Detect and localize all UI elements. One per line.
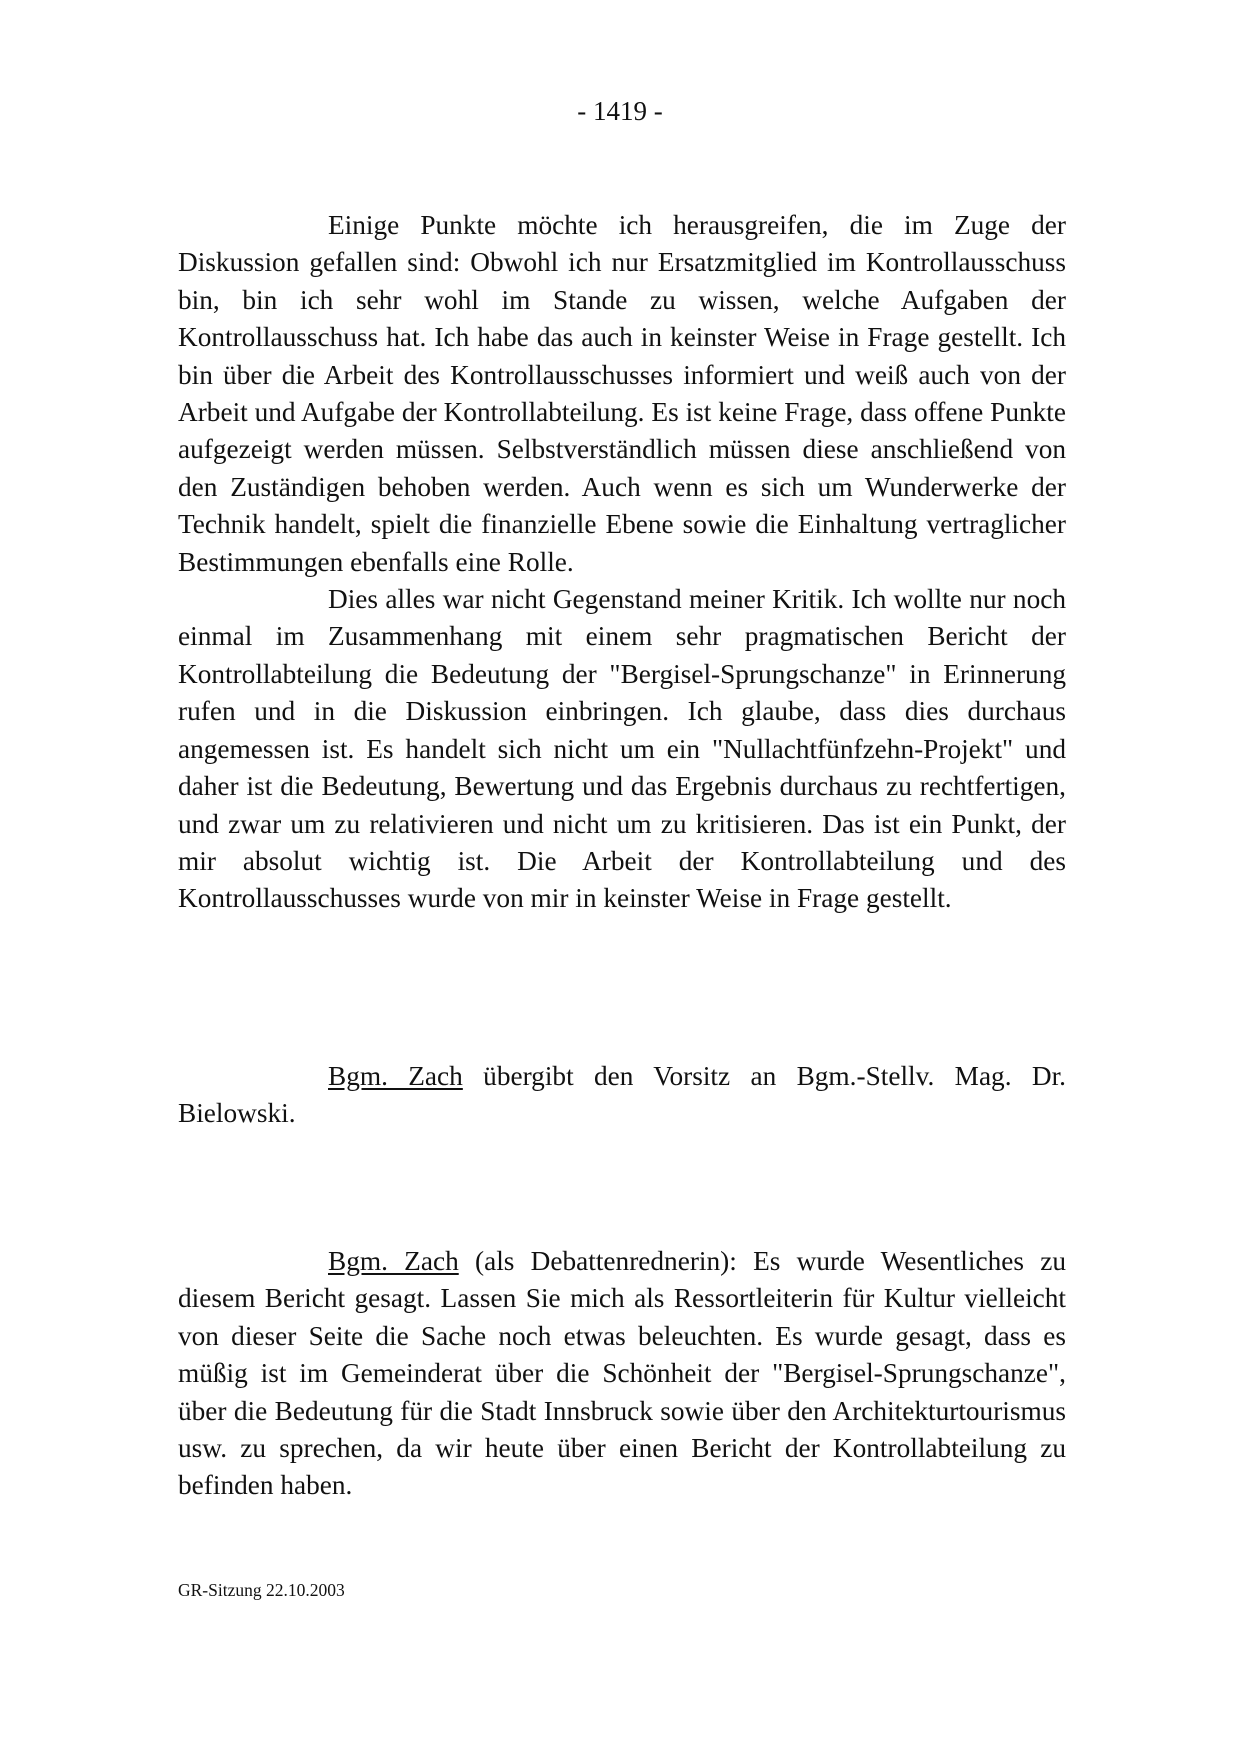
speech-text: (als Debattenrednerin): Es wurde Wesentliches zu diesem Bericht gesagt. Lassen Sie mich als Ressortleiterin für Kultur vielleicht von dieser Seite die Sache noch etwas beleuchten. Es wurde gesagt, dass es müßig ist im Gemeinderat über die Schönheit der "Bergisel-Sprungschanze", über die Bedeutung für die Stadt Innsbruck sowie über den Architekturtourismus usw. zu sprechen, da wir heute über einen Bericht der Kontrollabteilung zu befinden haben. (178, 1246, 1066, 1501)
paragraph-critique: Dies alles war nicht Gegenstand meiner Kritik. Ich wollte nur noch einmal im Zusammenhang mit einem sehr pragmatischen Bericht der Kontrollabteilung die Bedeutung der "Bergisel-Sprungschanze" in Erinnerung rufen und in die Diskussion einbringen. Ich glaube, dass dies durchaus angemessen ist. Es handelt sich nicht um ein "Nullachtfünfzehn-Projekt" und daher ist die Bedeutung, Bewertung und das Ergebnis durchaus zu rechtfertigen, und zwar um zu relativieren und nicht um zu kritisieren. Das ist ein Punkt, der mir absolut wichtig ist. Die Arbeit der Kontrollabteilung und des Kontrollausschusses wurde von mir in keinster Weise in Frage gestellt. (178, 584, 1066, 914)
chair-handover (178, 1058, 1066, 1133)
speech-block (178, 1243, 1066, 1505)
footer-session-date: GR-Sitzung 22.10.2003 (178, 1580, 345, 1600)
speaker-name: Bgm. Zach (328, 1061, 463, 1091)
handover-text: übergibt den Vorsitz an Bgm.-Stellv. Mag. Dr. Bielowski. (178, 1061, 1067, 1129)
handover-paragraph (178, 1058, 1066, 1133)
paragraph-points: Einige Punkte möchte ich herausgreifen, die im Zuge der Diskussion gefallen sind: Obwohl ich nur Ersatzmitglied im Kontrollausschuss bin, bin ich sehr wohl im Stande zu wissen, welche Aufgaben der Kontrollausschuss hat. Ich habe das auch in keinster Weise in Frage gestellt. Ich bin über die Arbeit des Kontrollausschusses informiert und weiß auch von der Arbeit und Aufgabe der Kontrollabteilung. Es ist keine Frage, dass offene Punkte aufgezeigt werden müssen. Selbstverständlich müssen diese anschließend von den Zuständigen behoben werden. Auch wenn es sich um Wunderwerke der Technik handelt, spielt die finanzielle Ebene sowie die Einhaltung vertraglicher Bestimmungen ebenfalls eine Rolle. (178, 210, 1066, 577)
speaker-name: Bgm. Zach (328, 1246, 459, 1276)
speech-paragraph (178, 1243, 1066, 1505)
statement-block (178, 207, 1066, 918)
page-number: - 1419 - (577, 96, 663, 126)
